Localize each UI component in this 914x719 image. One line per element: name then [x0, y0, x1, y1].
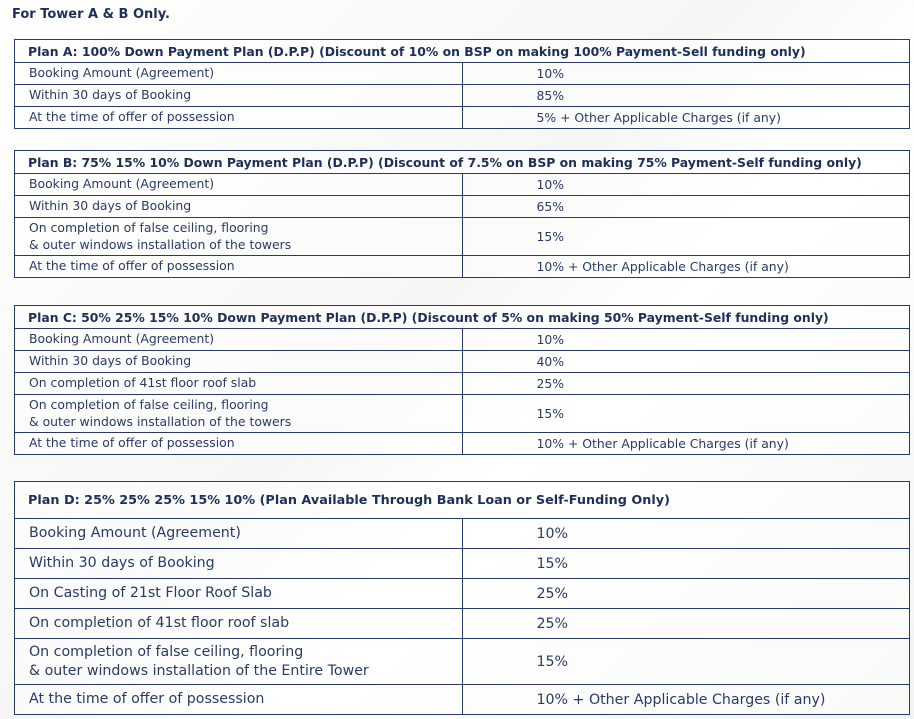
- payment-percent: 15%: [462, 395, 910, 433]
- table-row: [15, 196, 910, 218]
- payment-percent: 10%: [462, 174, 910, 196]
- payment-percent: 15%: [462, 218, 910, 256]
- table-row: [15, 174, 910, 196]
- milestone-label: At the time of offer of possession: [15, 433, 463, 455]
- table-row: [15, 329, 910, 351]
- payment-percent: 10% + Other Applicable Charges (if any): [462, 685, 910, 715]
- table-row: [15, 63, 910, 85]
- payment-percent: 10% + Other Applicable Charges (if any): [462, 256, 910, 278]
- milestone-line-1: On completion of false ceiling, flooring: [29, 220, 269, 236]
- table-row: [15, 579, 910, 609]
- milestone-label: Booking Amount (Agreement): [15, 63, 463, 85]
- payment-percent: 10%: [462, 329, 910, 351]
- payment-percent: 5% + Other Applicable Charges (if any): [462, 107, 910, 129]
- plan-d-table: [14, 481, 910, 715]
- table-row: [15, 433, 910, 455]
- milestone-label: At the time of offer of possession: [15, 107, 463, 129]
- plan-header-row: [15, 482, 910, 519]
- table-row: [15, 639, 910, 685]
- table-row: [15, 685, 910, 715]
- table-row: [15, 85, 910, 107]
- plan-header-row: [15, 306, 910, 329]
- milestone-label: [15, 218, 463, 256]
- table-row: [15, 373, 910, 395]
- payment-percent: 40%: [462, 351, 910, 373]
- milestone-label: Booking Amount (Agreement): [15, 519, 463, 549]
- table-row: [15, 609, 910, 639]
- payment-percent: 10%: [462, 519, 910, 549]
- milestone-label: Within 30 days of Booking: [15, 351, 463, 373]
- payment-percent: 25%: [462, 579, 910, 609]
- milestone-label: [15, 639, 463, 685]
- payment-percent: 15%: [462, 639, 910, 685]
- plan-b-title: Plan B: 75% 15% 10% Down Payment Plan (D.P.P) (Discount of 7.5% on BSP on making 75% Payment-Self funding only): [15, 151, 910, 174]
- milestone-line-2: & outer windows installation of the Entire Tower: [29, 662, 369, 679]
- milestone-label: Within 30 days of Booking: [15, 549, 463, 579]
- plan-a-table: [14, 39, 910, 129]
- tower-note: For Tower A & B Only.: [12, 7, 170, 22]
- milestone-label: Within 30 days of Booking: [15, 85, 463, 107]
- payment-percent: 25%: [462, 373, 910, 395]
- milestone-label: On completion of 41st floor roof slab: [15, 609, 463, 639]
- milestone-line-2: & outer windows installation of the towers: [29, 236, 292, 252]
- plan-a-title: Plan A: 100% Down Payment Plan (D.P.P) (Discount of 10% on BSP on making 100% Payment-Sell funding only): [15, 40, 910, 63]
- table-row: [15, 107, 910, 129]
- plan-c-title: Plan C: 50% 25% 15% 10% Down Payment Plan (D.P.P) (Discount of 5% on making 50% Payment-Self funding only): [15, 306, 910, 329]
- milestone-line-1: On completion of false ceiling, flooring: [29, 644, 304, 661]
- table-row: [15, 256, 910, 278]
- milestone-label: Within 30 days of Booking: [15, 196, 463, 218]
- milestone-line-2: & outer windows installation of the towers: [29, 413, 292, 429]
- payment-percent: 10% + Other Applicable Charges (if any): [462, 433, 910, 455]
- table-row: [15, 351, 910, 373]
- milestone-label: Booking Amount (Agreement): [15, 329, 463, 351]
- table-row: [15, 549, 910, 579]
- milestone-label: At the time of offer of possession: [15, 685, 463, 715]
- plan-header-row: [15, 151, 910, 174]
- payment-percent: 65%: [462, 196, 910, 218]
- plan-b-table: [14, 150, 910, 278]
- milestone-line-1: On completion of false ceiling, flooring: [29, 397, 269, 413]
- table-row: [15, 218, 910, 256]
- table-row: [15, 519, 910, 549]
- milestone-label: On completion of 41st floor roof slab: [15, 373, 463, 395]
- payment-percent: 25%: [462, 609, 910, 639]
- plan-c-table: [14, 305, 910, 455]
- payment-percent: 85%: [462, 85, 910, 107]
- milestone-label: Booking Amount (Agreement): [15, 174, 463, 196]
- plan-header-row: [15, 40, 910, 63]
- table-row: [15, 395, 910, 433]
- milestone-label: On Casting of 21st Floor Roof Slab: [15, 579, 463, 609]
- milestone-label: [15, 395, 463, 433]
- milestone-label: At the time of offer of possession: [15, 256, 463, 278]
- payment-percent: 15%: [462, 549, 910, 579]
- plan-d-title: Plan D: 25% 25% 25% 15% 10% (Plan Available Through Bank Loan or Self-Funding Only): [15, 482, 910, 519]
- payment-percent: 10%: [462, 63, 910, 85]
